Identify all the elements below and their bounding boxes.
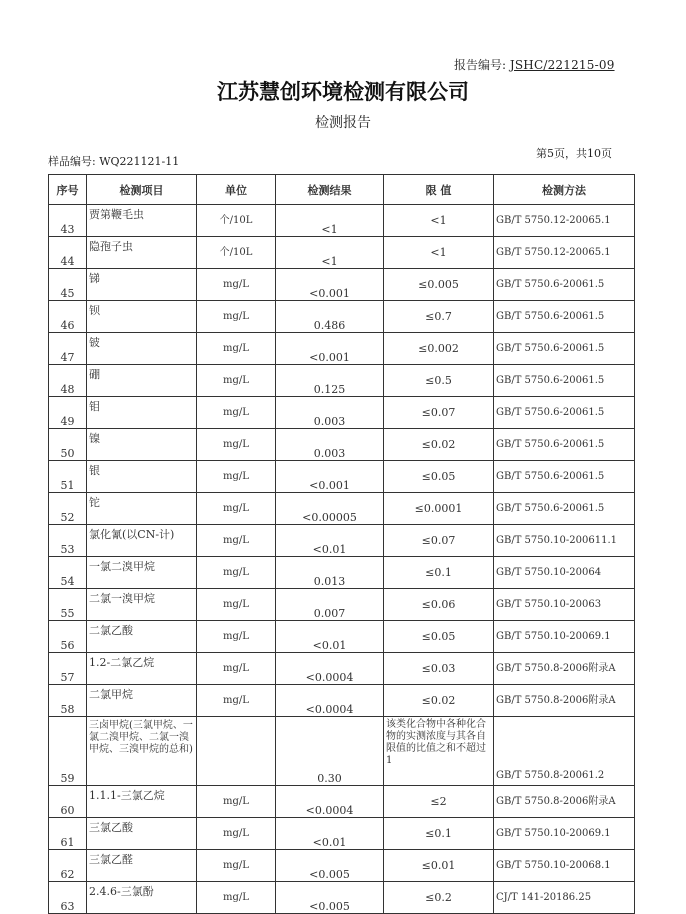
row-method: GB/T 5750.6-20061.5 bbox=[494, 333, 635, 365]
table-body bbox=[49, 205, 635, 914]
row-method: GB/T 5750.10-20064 bbox=[494, 557, 635, 589]
header-method: 检测方法 bbox=[494, 175, 635, 205]
table-row bbox=[49, 269, 635, 301]
row-result: <0.001 bbox=[276, 333, 384, 365]
row-item: 氯化氰(以CN-计) bbox=[87, 525, 197, 557]
row-method: GB/T 5750.10-20069.1 bbox=[494, 621, 635, 653]
row-number: 48 bbox=[49, 365, 87, 397]
row-limit: ≤0.05 bbox=[384, 621, 494, 653]
row-method: GB/T 5750.6-20061.5 bbox=[494, 397, 635, 429]
row-result: <1 bbox=[276, 237, 384, 269]
row-number: 62 bbox=[49, 850, 87, 882]
row-item: 隐孢子虫 bbox=[87, 237, 197, 269]
row-unit bbox=[197, 717, 276, 786]
row-number: 50 bbox=[49, 429, 87, 461]
row-method: GB/T 5750.10-200611.1 bbox=[494, 525, 635, 557]
row-limit: ≤0.07 bbox=[384, 525, 494, 557]
row-method: GB/T 5750.10-20069.1 bbox=[494, 818, 635, 850]
row-method: GB/T 5750.6-20061.5 bbox=[494, 493, 635, 525]
row-method: GB/T 5750.12-20065.1 bbox=[494, 205, 635, 237]
row-number: 63 bbox=[49, 882, 87, 914]
row-item: 铊 bbox=[87, 493, 197, 525]
row-item: 钡 bbox=[87, 301, 197, 333]
table-row bbox=[49, 301, 635, 333]
row-item: 镍 bbox=[87, 429, 197, 461]
row-limit: ≤0.07 bbox=[384, 397, 494, 429]
row-method: GB/T 5750.6-20061.5 bbox=[494, 365, 635, 397]
row-limit: 该类化合物中各种化合物的实测浓度与其各自限值的比值之和不超过1 bbox=[384, 717, 494, 786]
header-limit: 限 值 bbox=[384, 175, 494, 205]
table-row bbox=[49, 653, 635, 685]
row-method: GB/T 5750.8-2006附录A bbox=[494, 685, 635, 717]
row-unit: mg/L bbox=[197, 429, 276, 461]
row-number: 57 bbox=[49, 653, 87, 685]
report-subtitle: 检测报告 bbox=[315, 115, 371, 131]
row-result: <0.0004 bbox=[276, 786, 384, 818]
header-unit: 单位 bbox=[197, 175, 276, 205]
row-result: <0.005 bbox=[276, 882, 384, 914]
row-item: 1.2-二氯乙烷 bbox=[87, 653, 197, 685]
row-item: 铍 bbox=[87, 333, 197, 365]
table-row bbox=[49, 429, 635, 461]
row-unit: mg/L bbox=[197, 818, 276, 850]
row-limit: ≤0.0001 bbox=[384, 493, 494, 525]
row-unit: mg/L bbox=[197, 685, 276, 717]
row-result: 0.003 bbox=[276, 429, 384, 461]
row-unit: mg/L bbox=[197, 461, 276, 493]
row-unit: mg/L bbox=[197, 301, 276, 333]
table-row bbox=[49, 461, 635, 493]
table-row bbox=[49, 557, 635, 589]
row-number: 53 bbox=[49, 525, 87, 557]
row-method: GB/T 5750.8-2006附录A bbox=[494, 786, 635, 818]
row-item: 一氯二溴甲烷 bbox=[87, 557, 197, 589]
row-unit: 个/10L bbox=[197, 237, 276, 269]
row-method: GB/T 5750.10-20063 bbox=[494, 589, 635, 621]
row-number: 61 bbox=[49, 818, 87, 850]
company-name: 江苏慧创环境检测有限公司 bbox=[217, 80, 469, 104]
row-method: GB/T 5750.6-20061.5 bbox=[494, 269, 635, 301]
row-result: <0.0004 bbox=[276, 653, 384, 685]
row-result: <0.005 bbox=[276, 850, 384, 882]
header-result: 检测结果 bbox=[276, 175, 384, 205]
row-unit: mg/L bbox=[197, 269, 276, 301]
sample-number: 样品编号: WQ221121-11 bbox=[48, 155, 180, 168]
row-number: 60 bbox=[49, 786, 87, 818]
row-unit: mg/L bbox=[197, 786, 276, 818]
row-method: GB/T 5750.8-20061.2 bbox=[494, 717, 635, 786]
results-table bbox=[48, 174, 635, 914]
row-number: 59 bbox=[49, 717, 87, 786]
row-unit: mg/L bbox=[197, 589, 276, 621]
row-number: 49 bbox=[49, 397, 87, 429]
table-row bbox=[49, 397, 635, 429]
row-limit: ≤0.002 bbox=[384, 333, 494, 365]
row-method: GB/T 5750.10-20068.1 bbox=[494, 850, 635, 882]
row-result: 0.007 bbox=[276, 589, 384, 621]
table-row bbox=[49, 685, 635, 717]
table-row bbox=[49, 882, 635, 914]
row-result: 0.486 bbox=[276, 301, 384, 333]
row-limit: ≤0.005 bbox=[384, 269, 494, 301]
table-header-row bbox=[49, 175, 635, 205]
row-number: 47 bbox=[49, 333, 87, 365]
table-row bbox=[49, 589, 635, 621]
row-method: GB/T 5750.12-20065.1 bbox=[494, 237, 635, 269]
row-unit: mg/L bbox=[197, 525, 276, 557]
row-result: <0.01 bbox=[276, 525, 384, 557]
row-item: 1.1.1-三氯乙烷 bbox=[87, 786, 197, 818]
row-item: 二氯甲烷 bbox=[87, 685, 197, 717]
row-result: 0.125 bbox=[276, 365, 384, 397]
row-unit: mg/L bbox=[197, 621, 276, 653]
table-row bbox=[49, 786, 635, 818]
table-row bbox=[49, 525, 635, 557]
row-unit: mg/L bbox=[197, 333, 276, 365]
table-row bbox=[49, 621, 635, 653]
row-item: 二氯乙酸 bbox=[87, 621, 197, 653]
row-result: 0.013 bbox=[276, 557, 384, 589]
row-result: <0.0004 bbox=[276, 685, 384, 717]
table-row bbox=[49, 850, 635, 882]
row-item: 三氯乙酸 bbox=[87, 818, 197, 850]
row-limit: ≤0.05 bbox=[384, 461, 494, 493]
row-unit: mg/L bbox=[197, 493, 276, 525]
row-number: 44 bbox=[49, 237, 87, 269]
row-item: 三氯乙醛 bbox=[87, 850, 197, 882]
row-result: 0.30 bbox=[276, 717, 384, 786]
row-limit: ≤0.7 bbox=[384, 301, 494, 333]
row-limit: ≤2 bbox=[384, 786, 494, 818]
table-row bbox=[49, 205, 635, 237]
row-result: <0.01 bbox=[276, 621, 384, 653]
row-result: <1 bbox=[276, 205, 384, 237]
row-number: 51 bbox=[49, 461, 87, 493]
row-item: 2.4.6-三氯酚 bbox=[87, 882, 197, 914]
row-limit: ≤0.5 bbox=[384, 365, 494, 397]
row-result: <0.01 bbox=[276, 818, 384, 850]
row-number: 46 bbox=[49, 301, 87, 333]
row-limit: ≤0.02 bbox=[384, 685, 494, 717]
row-limit: ≤0.2 bbox=[384, 882, 494, 914]
header-item: 检测项目 bbox=[87, 175, 197, 205]
table-row bbox=[49, 818, 635, 850]
table-row bbox=[49, 717, 635, 786]
row-item: 三卤甲烷(三氯甲烷、一氯二溴甲烷、二氯一溴甲烷、三溴甲烷的总和) bbox=[87, 717, 197, 786]
row-item: 二氯一溴甲烷 bbox=[87, 589, 197, 621]
row-limit: ≤0.06 bbox=[384, 589, 494, 621]
row-limit: ≤0.03 bbox=[384, 653, 494, 685]
table-row bbox=[49, 493, 635, 525]
report-number-value: JSHC/221215-09 bbox=[509, 58, 615, 72]
row-item: 银 bbox=[87, 461, 197, 493]
table-row bbox=[49, 333, 635, 365]
row-item: 硼 bbox=[87, 365, 197, 397]
row-result: <0.001 bbox=[276, 461, 384, 493]
row-unit: mg/L bbox=[197, 882, 276, 914]
row-limit: <1 bbox=[384, 237, 494, 269]
row-method: GB/T 5750.8-2006附录A bbox=[494, 653, 635, 685]
row-item: 锑 bbox=[87, 269, 197, 301]
report-number-label: 报告编号: bbox=[454, 58, 507, 72]
row-limit: ≤0.1 bbox=[384, 557, 494, 589]
row-result: <0.00005 bbox=[276, 493, 384, 525]
row-unit: mg/L bbox=[197, 557, 276, 589]
page-info: 第5页，共10页 bbox=[536, 147, 612, 160]
row-limit: ≤0.1 bbox=[384, 818, 494, 850]
row-result: 0.003 bbox=[276, 397, 384, 429]
row-method: GB/T 5750.6-20061.5 bbox=[494, 301, 635, 333]
row-unit: mg/L bbox=[197, 365, 276, 397]
table-row bbox=[49, 237, 635, 269]
row-limit: ≤0.01 bbox=[384, 850, 494, 882]
report-number bbox=[454, 56, 615, 73]
row-limit: ≤0.02 bbox=[384, 429, 494, 461]
header-no: 序号 bbox=[49, 175, 87, 205]
row-limit: <1 bbox=[384, 205, 494, 237]
table-row bbox=[49, 365, 635, 397]
row-unit: 个/10L bbox=[197, 205, 276, 237]
row-number: 58 bbox=[49, 685, 87, 717]
row-number: 55 bbox=[49, 589, 87, 621]
row-item: 钼 bbox=[87, 397, 197, 429]
row-number: 54 bbox=[49, 557, 87, 589]
row-number: 52 bbox=[49, 493, 87, 525]
row-unit: mg/L bbox=[197, 397, 276, 429]
row-number: 56 bbox=[49, 621, 87, 653]
row-result: <0.001 bbox=[276, 269, 384, 301]
row-unit: mg/L bbox=[197, 850, 276, 882]
row-method: CJ/T 141-20186.25 bbox=[494, 882, 635, 914]
row-number: 45 bbox=[49, 269, 87, 301]
row-unit: mg/L bbox=[197, 653, 276, 685]
row-method: GB/T 5750.6-20061.5 bbox=[494, 461, 635, 493]
row-method: GB/T 5750.6-20061.5 bbox=[494, 429, 635, 461]
row-item: 贾第鞭毛虫 bbox=[87, 205, 197, 237]
row-number: 43 bbox=[49, 205, 87, 237]
